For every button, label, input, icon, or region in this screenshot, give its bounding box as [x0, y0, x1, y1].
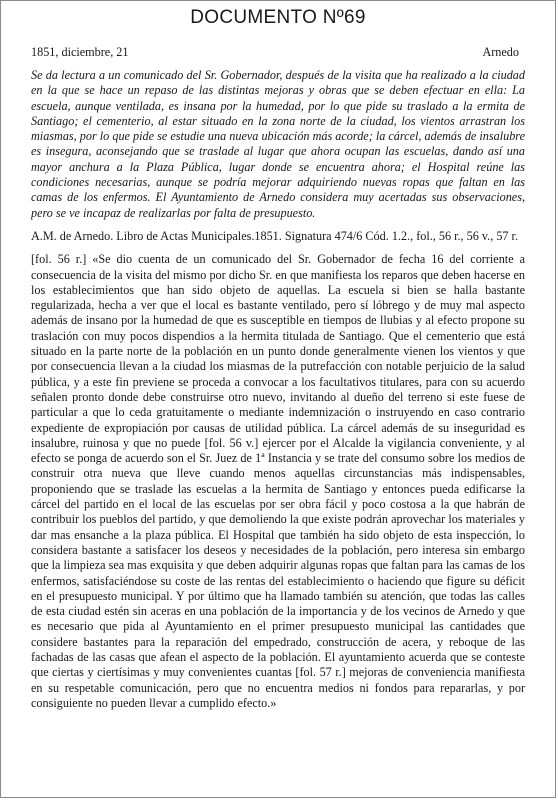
document-place: Arnedo [482, 45, 519, 59]
document-title: DOCUMENTO Nº69 [190, 7, 366, 28]
document-source: A.M. de Arnedo. Libro de Actas Municipales.1851. Signatura 474/6 Cód. 1.2., fol., 56 r., 56 v., 57 r. [31, 228, 518, 243]
document-summary: Se da lectura a un comunicado del Sr. Gobernador, después de la visita que ha realizado a la ciudad en la que se hace un repaso de las distintas mejoras y obras que se deben efectuar en ella: La escuela, aunque ventilada, es insana por la humedad, por lo que pide su traslado a la ermita de Santiago; el cementerio, al estar situado en la zona norte de la ciudad, los vientos arrastran los miasmas, por lo que pide se estudie una nueva ubicación más acorde; la cárcel, además de insalubre es insegura, aconsejando que se traslade al lugar que ahora ocupan las escuelas, dando así una mayor anchura a la Plaza Pública, lugar donde se encuentra ahora; el Hospital reúne las condiciones necesarias, aunque se podría mejorar adquiriendo nuevas ropas que faltan en las camas de los enfermos. El Ayuntamiento de Arnedo considera muy acertadas sus observaciones, pero se ve incapaz de realizarlas por falta de presupuesto. [31, 68, 525, 220]
document-meta [31, 45, 519, 60]
document-body: [fol. 56 r.] «Se dio cuenta de un comunicado del Sr. Gobernador de fecha 16 del corriente a consecuencia de la visita del mismo por dicho Sr. en que manifiesta los reparos que deben hacerse en los establecimientos que han sido objeto de aquellas. La escuela si bien se halla bastante regularizada, hecha a ver que el local es bastante ventilado, pero sí lóbrego y de muy mal aspecto además de insano por la humedad de que es susceptible en tiempos de llubias y al efecto propone su traslación con muy pocos dispendios a la hermita titulada de Santiago. Que el cementerio que está situado en la parte norte de la población en un punto donde generalmente vienen los vientos y que por consecuencia llevan a la ciudad los miasmas de la putrefacción con notable perjuicio de la salud pública, y a este fin previene se proceda a convocar a los facultativos titulares, para con su acuerdo señalen pronto donde debe construirse otro nuevo, invitando al dueño del terreno si este fuese de particular a que lo ceda gratuitamente o mediante indemnización o instruyendo en caso contrario expediente de expropiación por causas de utilidad pública. La cárcel además de su inseguridad es insalubre, ruinosa y que no puede [fol. 56 v.] ejercer por el Alcalde la vigilancia conveniente, y al efecto se ponga de acuerdo son el Sr. Juez de 1ª Instancia y se trate del consumo sobre los medios de construir otra nueva que lleve cuando menos aquellas circunstancias más indispensables, proponiendo que se traslade las escuelas a la hermita de Santiago y entonces pueda edificarse la cárcel del partido en el local de las escuelas por ser obra fácil y poco costosa a la que habrán de contribuir los pueblos del partido, y que demoliendo la que existe podrán aprovechar los materiales y dar mas ensanche a la plaza pública. El Hospital que también ha sido objeto de esta inspección, lo considera bastante a satisfacer los deseos y necesidades de la población, pero interesa sin embargo que la limpieza sea mas exquisita y que deben adquirir algunas ropas que faltan para las camas de los enfermos, satisfaciéndose su coste de las rentas del establecimiento o haciendo que figure su déficit en el presupuesto municipal. Y por último que ha llamado también su atención, que todas las calles de esta ciudad estén sin aceras en una población de la importancia y de los vecinos de Arnedo y que es necesario que pida al Ayuntamiento en el primer presupuesto municipal las cantidades que considere bastantes para la reparación del empedrado, construcción de acera, y reboque de las fachadas de las casas que afean el aspecto de la población. El ayuntamiento acuerda que se conteste que ciertas y ciertísimas y muy convenientes cuantas [fol. 57 r.] mejoras de conveniencia manifiesta en su respetable comunicación, pero que no encuentra medios ni fondos para repararlas, y por consiguiente no pueden llevar a cumplido efecto.» [31, 252, 525, 710]
document-date: 1851, diciembre, 21 [31, 45, 129, 59]
